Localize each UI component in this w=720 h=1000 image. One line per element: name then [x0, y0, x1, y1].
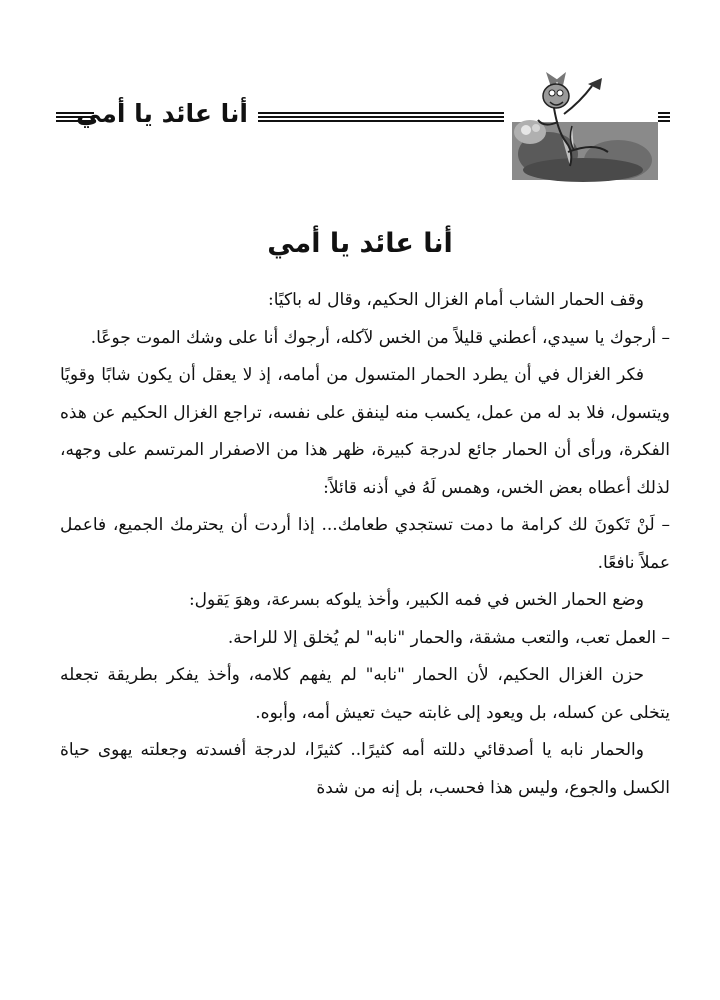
- header-rule-right: [258, 112, 504, 124]
- paragraph: فكر الغزال في أن يطرد الحمار المتسول من أمامه، إذ لا يعقل أن يكون شابًا وقويًا ويتسول، فلا بد له من عمل، يكسب منه لينفق على نفسه، تراجع الغزال الحكيم عن هذه الفكرة، ورأى أن الحمار جائع لدرجة كبيرة، ظهر هذا من الاصفرار المرتسم على وجهه، لذلك أعطاه بعض الخس، وهمس لَهُ في أذنه قائلاً:: [60, 365, 670, 498]
- dialogue-paragraph: – أرجوك يا سيدي، أعطني قليلاً من الخس لآكله، أرجوك أنا على وشك الموت جوعًا.: [90, 327, 670, 348]
- story-title: أنا عائد يا أمي: [267, 228, 453, 259]
- paragraph: والحمار نابه يا أصدقائي دللته أمه كثيرًا.. كثيرًا، لدرجة أفسدته وجعلته يهوى حياة الكسل والجوع، وليس هذا فحسب، بل إنه من شدة: [60, 740, 670, 798]
- paragraph: وقف الحمار الشاب أمام الغزال الحكيم، وقال له باكيًا:: [267, 290, 644, 310]
- header-title: أنا عائد يا أمي: [76, 99, 248, 128]
- dialogue-paragraph: – لَنْ تَكونَ لك كرامة ما دمت تستجدي طعامك... إذا أردت أن يحترمك الجميع، فاعمل عملاً نافعًا.: [60, 515, 670, 573]
- header-rule-far: [658, 112, 670, 124]
- cartoon-illustration: [508, 62, 658, 182]
- story-body: [60, 282, 670, 807]
- paragraph: حزن الغزال الحكيم، لأن الحمار "نابه" لم يفهم كلامه، وأخذ يفكر بطريقة تجعله يتخلى عن كسله، بل ويعود إلى غابته حيث تعيش أمه، وأبوه.: [60, 665, 670, 723]
- dialogue-paragraph: – العمل تعب، والتعب مشقة، والحمار "نابه" لم يُخلق إلا للراحة.: [227, 627, 670, 648]
- paragraph: وضع الحمار الخس في فمه الكبير، وأخذ يلوكه بسرعة، وهوَ يَقول:: [188, 590, 644, 610]
